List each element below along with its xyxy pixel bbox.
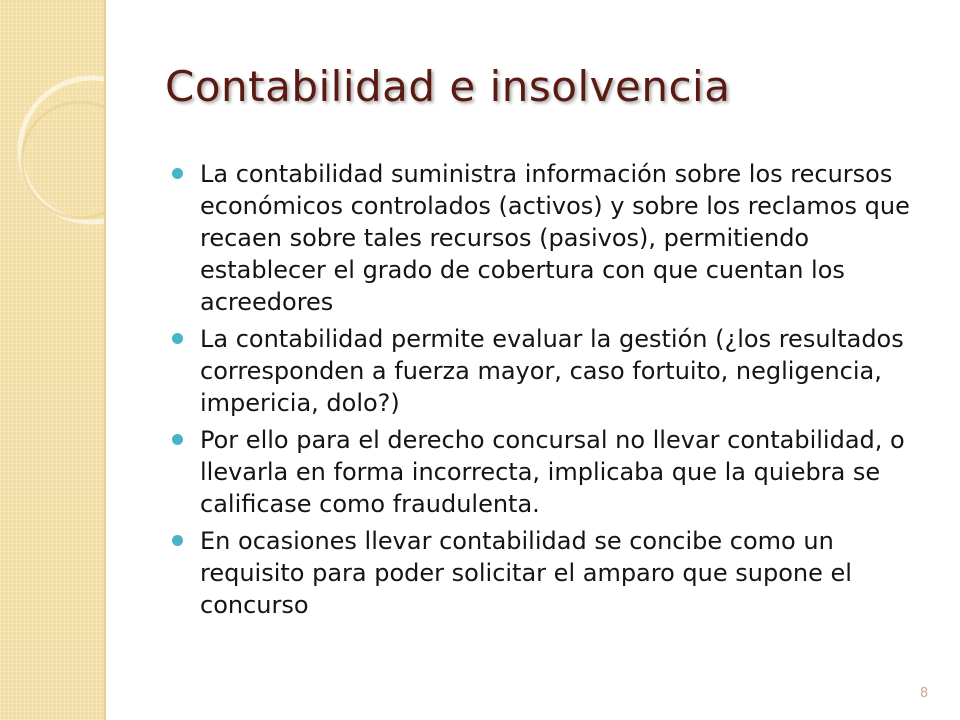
slide-title: Contabilidad e insolvencia (165, 62, 731, 111)
slide-number: 8 (920, 686, 929, 701)
decorative-circles (0, 0, 104, 720)
bullet-list (172, 158, 917, 626)
bullet-dot-icon (172, 434, 183, 445)
bullet-item (172, 158, 917, 318)
bullet-item (172, 424, 917, 520)
bullet-text: Por ello para el derecho concursal no llevar contabilidad, o llevarla en forma incorrecta, implicaba que la quiebra se calificase como fraudulenta. (200, 426, 905, 518)
decorative-side-panel (0, 0, 106, 720)
bullet-text: La contabilidad suministra información sobre los recursos económicos controlados (activos) y sobre los reclamos que recaen sobre tales recursos (pasivos), permitiendo establecer el grado de cobertura con que cuentan los acreedores (200, 160, 910, 316)
bullet-text: La contabilidad permite evaluar la gestión (¿los resultados corresponden a fuerza mayor, caso fortuito, negligencia, impericia, dolo?) (200, 325, 904, 417)
bullet-dot-icon (172, 168, 183, 179)
bullet-text: En ocasiones llevar contabilidad se concibe como un requisito para poder solicitar el amparo que supone el concurso (200, 527, 852, 619)
bullet-item (172, 525, 917, 621)
bullet-dot-icon (172, 535, 183, 546)
bullet-dot-icon (172, 333, 183, 344)
bullet-item (172, 323, 917, 419)
